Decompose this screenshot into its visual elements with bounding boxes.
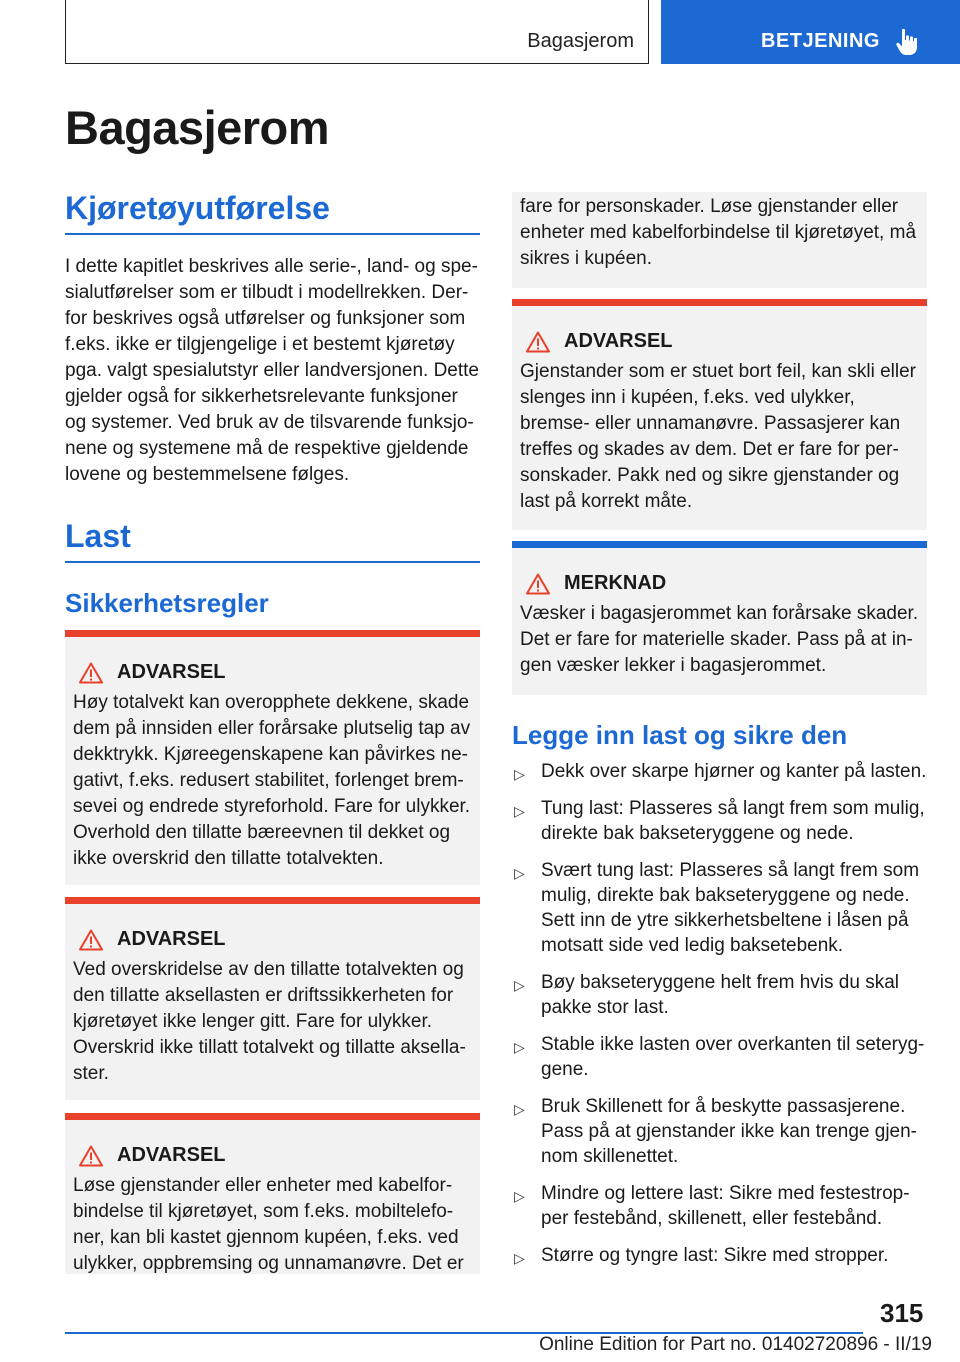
list-item: ▷ Stable ikke lasten over overkanten til seteryg-gene. (514, 1034, 925, 1080)
list-item: ▷ Dekk over skarpe hjørner og kanter på lasten. (512, 759, 932, 784)
warning-triangle-icon (79, 929, 103, 951)
header-section-title: Bagasjerom (527, 30, 634, 52)
warning-triangle-icon (79, 662, 103, 684)
load-steps-list (512, 759, 932, 1280)
warning-title: ADVARSEL (117, 661, 226, 683)
warning-box-4 (512, 299, 927, 530)
heading-vehicle-version: Kjøretøyutførelse (65, 190, 480, 235)
warning-text: Gjenstander som er stuet bort feil, kan skli eller slenges inn i kupéen, f.eks. ved ulykker, bremse- eller unnamanøvre. Passasjerer kan treffes og skades av dem. Det er fare for per-sonskader. Pakk ned og sikre gjenstander og last på korrekt måte. (520, 361, 917, 512)
warning-box-2 (65, 897, 480, 1100)
triangle-bullet-icon: ▷ (514, 1250, 525, 1266)
header-chapter-tab (661, 0, 960, 64)
list-item: ▷ Tung last: Plasseres så langt frem som mulig, direkte bak bakseteryggene og nede. (514, 798, 925, 844)
intro-paragraph: I dette kapitlet beskrives alle serie-, land- og spe-sialutførelser som er tilbudt i modellrekken. Der-for beskrives også utførelser og funksjoner som f.eks. ikke er tilgjengelige i et bestemt kjøretøy pga. valgt spesialutstyr eller landversjonen. Dette gjelder også for sikkerhetsrelevante funksjoner og systemer. Ved bruk av de tilsvarende funksjo-nene og systemene må de respektive gjeldende lovene og bestemmelsene følges. (65, 256, 480, 485)
heading-load-and-secure: Legge inn last og sikre den (512, 720, 848, 750)
warning-triangle-icon (526, 331, 550, 353)
triangle-bullet-icon: ▷ (514, 803, 525, 819)
list-item: ▷ Bøy bakseteryggene helt frem hvis du skal pakke stor last. (514, 972, 900, 1018)
warning-title: ADVARSEL (564, 330, 673, 352)
warning-text: Høy totalvekt kan overopphete dekkene, skade dem på innsiden eller forårsake plutselig tap av dekktrykk. Kjøreegenskapene kan påvirkes ne-gativt, f.eks. redusert stabilitet, forlenget brem-sevei og endrede styreforhold. Fare for ulykker. Overhold den tillatte bæreevnen til dekket og ikke overskrid den tillatte totalvekten. (73, 692, 471, 869)
page-title: Bagasjerom (65, 101, 330, 154)
triangle-bullet-icon: ▷ (514, 1188, 525, 1204)
warning-box-continued (512, 192, 927, 288)
triangle-bullet-icon: ▷ (514, 1101, 525, 1117)
warning-box-1 (65, 630, 480, 885)
warning-text: Løse gjenstander eller enheter med kabelfor-bindelse til kjøretøyet, som f.eks. mobiltelefo-ner, kan bli kastet gjennom kupéen, f.eks. ved ulykker, oppbremsing og unnamanøvre. Det er (73, 1175, 464, 1274)
warning-title: ADVARSEL (117, 928, 226, 950)
page-number: 315 (880, 1298, 924, 1328)
triangle-bullet-icon: ▷ (514, 1039, 525, 1055)
warning-box-3 (65, 1113, 480, 1274)
heading-safety-rules: Sikkerhetsregler (65, 588, 269, 618)
hand-pointer-icon (895, 28, 921, 56)
list-item: ▷ Mindre og lettere last: Sikre med festestrop-per festebånd, skillenett, eller festebånd. (514, 1183, 910, 1229)
list-item: ▷ Bruk Skillenett for å beskytte passasjerene. Pass på at gjenstander ikke kan trenge gjen-nom skillenettet. (514, 1096, 918, 1167)
warning-triangle-icon (79, 1145, 103, 1167)
triangle-bullet-icon: ▷ (514, 766, 525, 782)
list-item: ▷ Større og tyngre last: Sikre med stropper. (512, 1243, 932, 1268)
header-chapter-title: BETJENING (761, 30, 880, 52)
notice-text: Væsker i bagasjerommet kan forårsake skader. Det er fare for materielle skader. Pass på at in-gen væsker lekker i bagasjerommet. (520, 603, 919, 676)
triangle-bullet-icon: ▷ (514, 977, 525, 993)
triangle-bullet-icon: ▷ (514, 865, 525, 881)
warning-text-continued: fare for personskader. Løse gjenstander eller enheter med kabelforbindelse til kjøretøyet, må sikres i kupéen. (520, 196, 917, 269)
list-item: ▷ Svært tung last: Plasseres så langt frem som mulig, direkte bak bakseteryggene og nede. Sett inn de ytre sikkerhetsbeltene i låsen på motsatt side ved ledig baksetebenk. (514, 860, 920, 956)
notice-box (512, 541, 927, 695)
heading-load: Last (65, 518, 480, 563)
warning-text: Ved overskridelse av den tillatte totalvekten og den tillatte aksellasten er driftssikkerheten for kjøretøyet ikke lenger gitt. Fare for ulykker. Overskrid ikke tillatt totalvekt og tillatte aksella-ster. (73, 959, 466, 1084)
warning-title: ADVARSEL (117, 1144, 226, 1166)
notice-title: MERKNAD (564, 572, 667, 594)
notice-triangle-icon (526, 573, 550, 595)
footer-edition: Online Edition for Part no. 01402720896 - II/19 (539, 1334, 932, 1355)
header-section-box (65, 0, 649, 64)
